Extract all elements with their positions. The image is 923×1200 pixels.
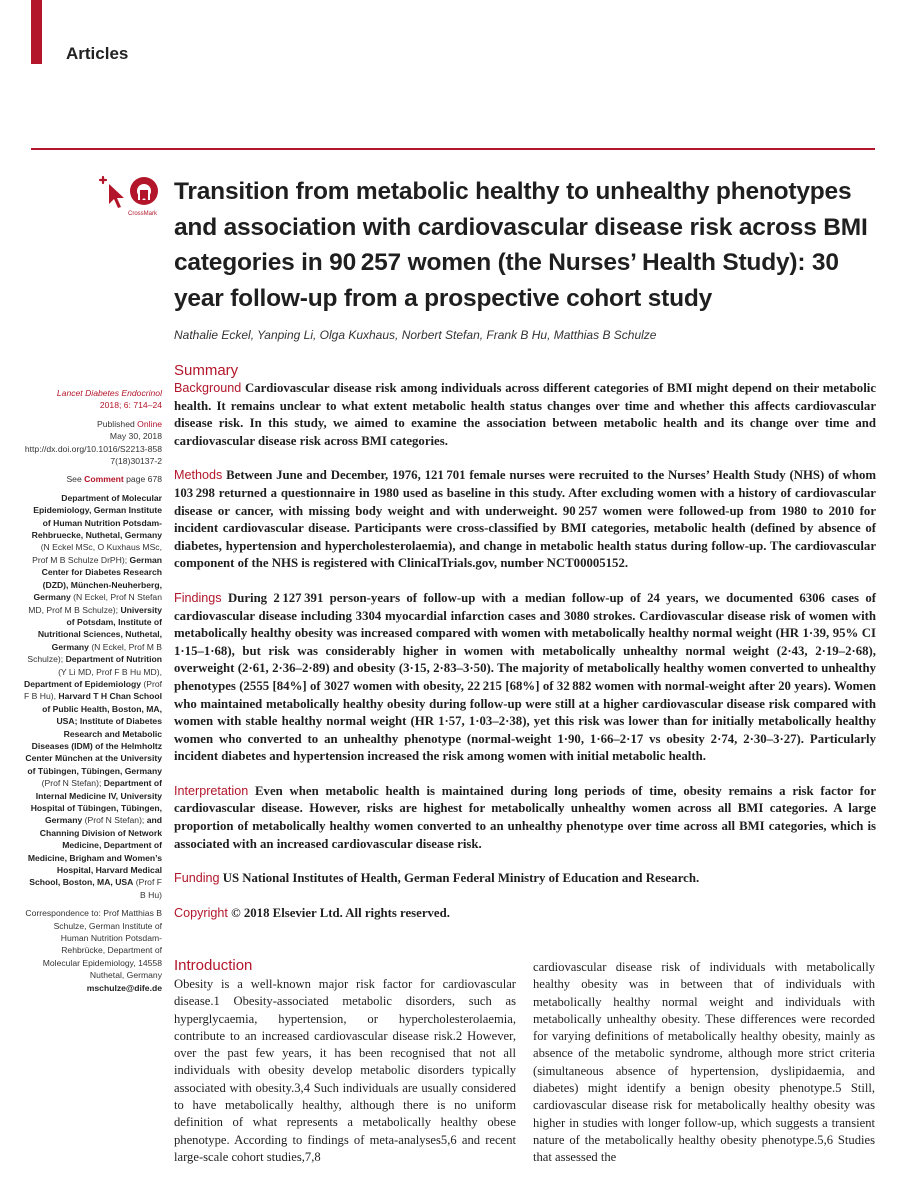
doi-link[interactable]: http://dx.doi.org/10.1016/S2213-8587(18)30137-2 <box>24 443 162 467</box>
header-accent-bar <box>31 0 42 64</box>
interpretation-label: Interpretation <box>174 783 249 798</box>
abstract-background: Background Cardiovascular disease risk among individuals across different categories of BMI might depend on their metabolic health. It remains unclear to what extent metabolic health status changes over time and whether this affects cardiovascular disease risk. In this study, we aimed to examine the association between metabolic health and its change over time and cardiovascular disease risk across BMI categories. <box>174 381 876 448</box>
correspondence: Correspondence to: Prof Matthias B Schulze, German Institute of Human Nutrition Potsdam-Rehbrücke, Department of Molecular Epidemiology, 14558 Nuthetal, Germany <box>25 908 162 981</box>
introduction-heading: Introduction <box>174 957 253 974</box>
abstract-copyright: Copyright © 2018 Elsevier Ltd. All rights reserved. <box>174 905 450 920</box>
published-date: May 30, 2018 <box>109 431 162 442</box>
background-label: Background <box>174 381 242 395</box>
published-online-label: Online <box>137 418 162 429</box>
affiliations: Department of Molecular Epidemiology, German Institute of Human Nutrition Potsdam-Rehbruecke, Nuthetal, Germany (N Eckel MSc, O Kuxhaus MSc, Prof M B Schulze DrPH); German Center for Diabetes Research (DZD), München-Neuherberg, Germany (N Eckel, Prof N Stefan MD, Prof M B Schulze); University of Potsdam, Institute of Nutritional Sciences, Nuthetal, Germany (N Eckel, Prof M B Schulze); Department of Nutrition (Y Li MD, Prof F B Hu MD), Department of Epidemiology (Prof F B Hu), Harvard T H Chan School of Public Health, Boston, MA, USA; Institute of Diabetes Research and Metabolic Diseases (IDM) of the Helmholtz Center München at the University of Tübingen, Tübingen, Germany (Prof N Stefan); Department of Internal Medicine IV, University Hospital of Tübingen, Tübingen, Germany (Prof N Stefan); and Channing Division of Network Medicine, Department of Medicine, Brigham and Women’s Hospital, Harvard Medical School, Boston, MA, USA (Prof F B Hu) <box>24 492 163 900</box>
journal-citation: 2018; 6: 714–24 <box>99 400 162 411</box>
crossmark-label: CrossMark <box>128 211 158 217</box>
section-label: Articles <box>66 44 129 63</box>
summary-heading: Summary <box>174 362 239 379</box>
header-rule <box>31 148 875 150</box>
comment-link[interactable]: Comment <box>84 474 124 485</box>
introduction-left-column: Obesity is a well-known major risk factor for cardiovascular disease.1 Obesity-associated metabolic disorders, such as hyperglycaemia, hypertension, or hypercholesterolaemia, contribute to an increased cardiovascular disease risk.2 However, over the past few years, it has been recognised that not all individuals with obesity develop metabolic disorders typically associated with obesity.3,4 Such individuals are usually considered to have metabolically healthy, although there is no uniform definition of what represents a metabolically healthy obese phenotype. According to findings of meta-analyses5,6 and recent large-scale cohort studies,7,8 <box>174 977 516 1164</box>
abstract-interpretation: Interpretation Even when metabolic health is maintained during long periods of time, obesity remains a risk factor for cardiovascular disease. However, risks are highest for metabolically unhealthy women across all BMI categories. A large proportion of metabolically healthy women converted to an unhealthy phenotype over time across all BMI categories, which is associated with an increased cardiovascular disease risk. <box>174 783 877 851</box>
journal-name: Lancet Diabetes Endocrinol <box>56 388 162 398</box>
findings-label: Findings <box>174 590 222 605</box>
abstract-funding: Funding US National Institutes of Health, German Federal Ministry of Education and Research. <box>174 871 700 886</box>
article-title: Transition from metabolic healthy to unhealthy phenotypes and association with cardiovascular disease risk across BMI categories in 90 257 women (the Nurses’ Health Study): 30 year follow-up from a prospective cohort study <box>174 178 868 312</box>
email-link[interactable]: mschulze@dife.de <box>86 982 162 993</box>
published-line: Published Online <box>97 418 162 429</box>
methods-label: Methods <box>174 468 223 483</box>
abstract <box>174 380 876 939</box>
abstract-findings: Findings During 2 127 391 person-years of follow-up with a median follow-up of 24 years, we documented 6306 cases of cardiovascular disease including 3304 myocardial infarction cases and 3080 strokes. Cardiovascular disease risk of women with metabolically healthy obesity was increased compared with women with metabolically healthy normal weight (HR 1·39, 95% CI 1·15–1·68), but risk was considerably higher in women with metabolically unhealthy normal weight (2·43, 2·19–2·68), overweight (2·61, 2·36–2·89) and obesity (3·15, 2·83–3·50). The majority of metabolically healthy women converted to unhealthy phenotypes (2555 [84%] of 3027 women with obesity, 22 215 [68%] of 32 882 women with normal-weight after 20 years). Women who maintained metabolically healthy obesity during follow-up were still at a higher cardiovascular disease risk compared with women with stable healthy normal weight (HR 1·57, 1·03–2·38), yet this risk was lower than for initially metabolically healthy women who converted to an unhealthy phenotype (normal-weight 1·90, 1·66–2·17 vs obesity 2·74, 2·30–3·27). Particularly incident diabetes and hypertension increased the risk among women with initial metabolic health. <box>174 590 877 764</box>
sidebar <box>24 387 162 994</box>
introduction-right-column: cardiovascular disease risk of individuals with metabolically healthy obesity was in between that of individuals with metabolically healthy normal weight and individuals with metabolically unhealthy obesity. These differences were recorded for varying definitions of metabolically healthy obesity, mainly as absence of the metabolic syndrome, although more strict criteria (simultaneous absence of hypertension, dyslipidaemia, and diabetes) might identify a benign obesity phenotype.5 Still, cardiovascular disease risk for metabolically healthy obesity was higher in studies with longer follow-up, which suggests a transient nature of the metabolically healthy obesity phenotype.5,6 Studies that assessed the <box>533 960 875 1165</box>
abstract-methods: Methods Between June and December, 1976, 121 701 female nurses were recruited to the Nurses’ Health Study (NHS) of whom 103 298 returned a questionnaire in 1980 used as baseline in this study. After excluding women with a history of cardiovascular disease or cancer, with missing body weight and with underweight. 90 257 women were followed-up from 1980 to 2010 for incident cardiovascular disease. Participants were cross-classified by BMI categories, metabolic health (defined by absence of diabetes, hypertension and hypercholesterolaemia), and change in metabolic health status during follow-up. The cardiovascular component of the NHS is registered with ClinicalTrials.gov, number NCT00005152. <box>174 468 877 571</box>
copyright-label: Copyright <box>174 905 228 920</box>
funding-label: Funding <box>174 871 220 886</box>
author-list: Nathalie Eckel, Yanping Li, Olga Kuxhaus, Norbert Stefan, Frank B Hu, Matthias B Schulze <box>174 328 657 342</box>
see-comment-line: See Comment page 678 <box>66 474 162 485</box>
